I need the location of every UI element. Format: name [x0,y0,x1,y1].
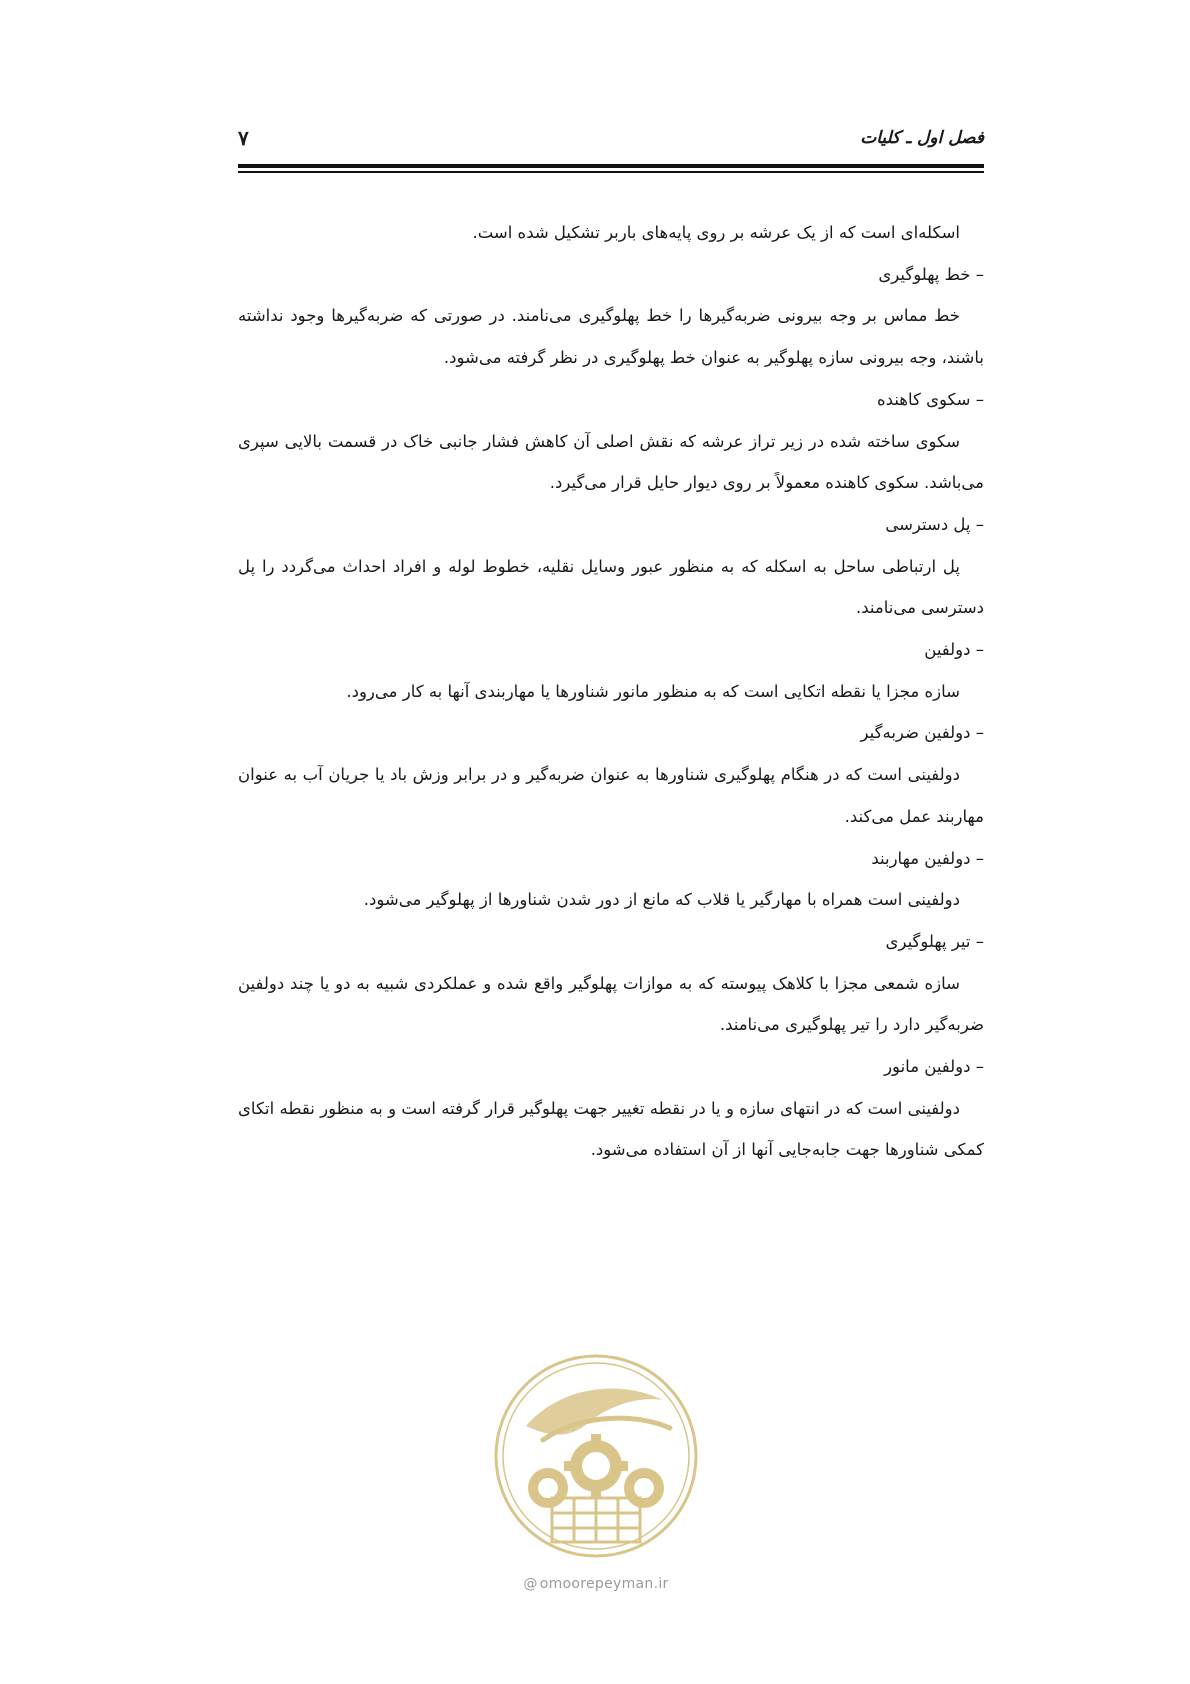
term-heading: – دولفین [924,640,984,660]
term-heading: – سکوی کاهنده [877,389,984,409]
paragraph: پل ارتباطی ساحل به اسکله که به منظور عبور وسایل نقلیه، خطوط لوله و افراد احداث می‌گردد را پل دسترسی می‌نامند. [238,556,984,618]
term-heading: – دولفین مانور [884,1057,984,1077]
header-rule-thick [238,164,984,168]
paragraph: سازه شمعی مجزا با کلاهک پیوسته که به موازات پهلوگیر واقع شده و عملکردی شبیه به دو یا چند دولفین ضربه‌گیر دارد را تیر پهلوگیری می‌نامند. [238,973,984,1035]
header-rule-thin [238,171,984,173]
paragraph: دولفینی است که در هنگام پهلوگیری شناورها به عنوان ضربه‌گیر و در برابر وزش باد یا جریان آب به عنوان مهاربند عمل می‌کند. [238,765,984,826]
paragraph: سازه مجزا یا نقطه اتکایی است که به منظور مانور شناورها یا مهاربندی آنها به کار می‌رود. [346,681,960,701]
paragraph: دولفینی است همراه با مهارگیر یا قلاب که مانع از دور شدن شناورها از پهلوگیر می‌شود. [363,890,960,910]
watermark-logo [488,1348,704,1564]
term-heading: – خط پهلوگیری [878,264,984,284]
body-text [238,212,984,1171]
watermark-url-text: omoorepeyman.ir [539,1576,669,1592]
paragraph: سکوی ساخته شده در زیر تراز عرشه که نقش اصلی آن کاهش فشار جانبی خاک در قسمت بالایی سپری می‌باشد. سکوی کاهنده معمولاً بر روی دیوار حایل قرار می‌گیرد. [238,431,984,493]
page-number: ۷ [238,126,249,150]
paragraph: خط مماس بر وجه بیرونی ضربه‌گیرها را خط پهلوگیری می‌نامند. در صورتی که ضربه‌گیرها وجود نداشته باشند، وجه بیرونی سازه پهلوگیر به عنوان خط پهلوگیری در نظر گرفته می‌شود. [238,306,984,368]
term-heading: – تیر پهلوگیری [885,931,984,951]
paragraph: دولفینی است که در انتهای سازه و یا در نقطه تغییر جهت پهلوگیر قرار گرفته است و به منظور نقطه اتکای کمکی شناورها جهت جابه‌جایی آنها از آن استفاده می‌شود. [238,1098,984,1160]
term-heading: – دولفین مهاربند [871,848,984,868]
at-icon: @ [523,1576,538,1592]
watermark-url [488,1576,704,1592]
chapter-title: فصل اول ـ کلیات [860,128,984,148]
paragraph: اسکله‌ای است که از یک عرشه بر روی پایه‌های باربر تشکیل شده است. [472,223,960,242]
term-heading: – دولفین ضربه‌گیر [860,723,984,743]
term-heading: – پل دسترسی [885,514,984,534]
page-header [238,128,984,158]
